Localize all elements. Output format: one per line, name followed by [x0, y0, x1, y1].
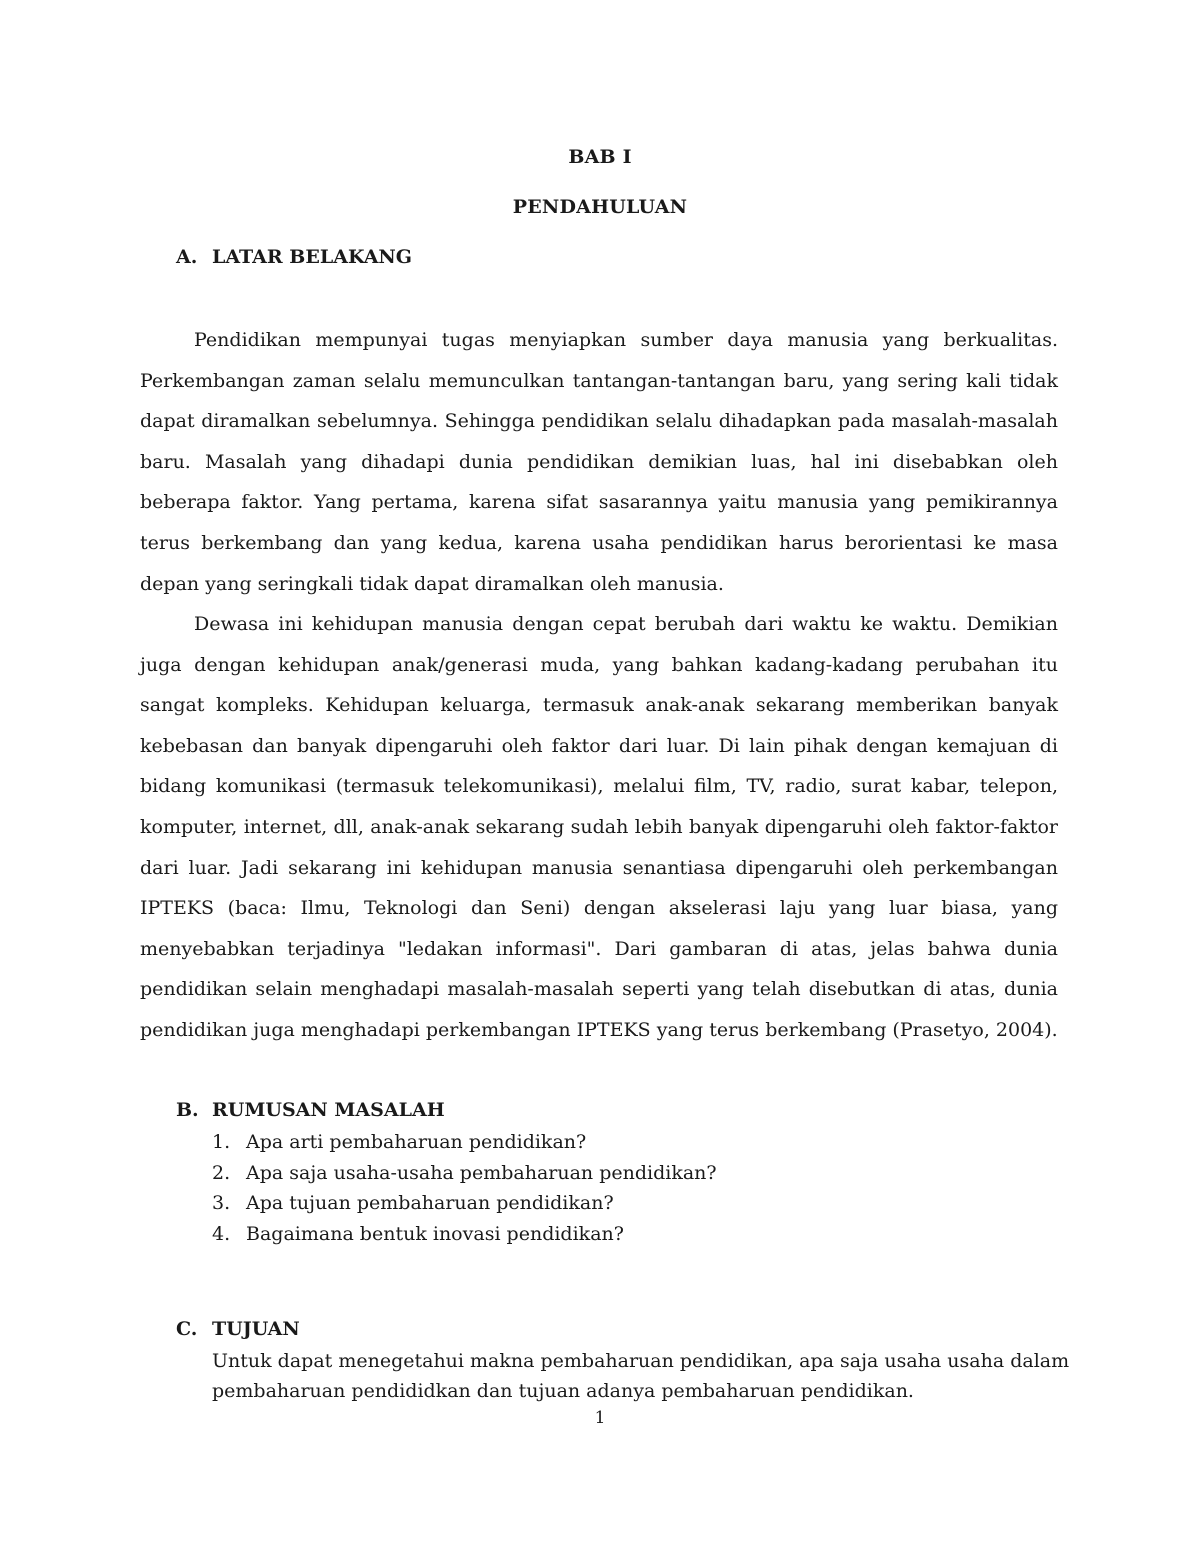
section-c-heading [176, 1318, 300, 1340]
list-item-text: Bagaimana bentuk inovasi pendidikan? [246, 1222, 624, 1245]
background-paragraph-1: Pendidikan mempunyai tugas menyiapkan sumber daya manusia yang berkualitas. Perkembangan zaman selalu memunculkan tantangan-tantangan baru, yang sering kali tidak dapat diramalkan sebelumnya. Sehingga pendidikan selalu dihadapkan pada masalah-masalah baru. Masalah yang dihadapi dunia pendidikan demikian luas, hal ini disebabkan oleh beberapa faktor. Yang pertama, karena sifat sasarannya yaitu manusia yang pemikirannya terus berkembang dan yang kedua, karena usaha pendidikan harus berorientasi ke masa depan yang seringkali tidak dapat diramalkan oleh manusia. [140, 329, 1058, 595]
list-item-number: 2. [212, 1161, 231, 1184]
problem-list [212, 1127, 717, 1249]
list-item [212, 1188, 717, 1219]
list-item-number: 1. [212, 1131, 231, 1153]
page-number: 1 [594, 1408, 606, 1428]
list-item-text: Apa tujuan pembaharuan pendidikan? [246, 1192, 614, 1214]
list-item [212, 1219, 717, 1250]
list-item [212, 1158, 717, 1189]
section-a-heading [176, 246, 412, 268]
list-item-number: 3. [212, 1192, 231, 1214]
section-b-heading [176, 1099, 445, 1121]
section-c-letter: C. [176, 1318, 198, 1340]
section-b-letter: B. [176, 1099, 199, 1121]
section-c-title: TUJUAN [212, 1318, 300, 1340]
list-item-text: Apa saja usaha-usaha pembaharuan pendidikan? [246, 1161, 717, 1184]
list-item-number: 4. [212, 1222, 231, 1245]
chapter-title: PENDAHULUAN [512, 196, 688, 218]
list-item-text: Apa arti pembaharuan pendidikan? [246, 1131, 587, 1153]
section-a-letter: A. [176, 246, 198, 268]
chapter-label: BAB I [568, 146, 632, 168]
section-b-title: RUMUSAN MASALAH [212, 1099, 445, 1121]
section-a-title: LATAR BELAKANG [212, 246, 413, 268]
background-paragraph-2: Dewasa ini kehidupan manusia dengan cepat berubah dari waktu ke waktu. Demikian juga dengan kehidupan anak/generasi muda, yang bahkan kadang-kadang perubahan itu sangat kompleks. Kehidupan keluarga, termasuk anak-anak sekarang memberikan banyak kebebasan dan banyak dipengaruhi oleh faktor dari luar. Di lain pihak dengan kemajuan di bidang komunikasi (termasuk telekomunikasi), melalui film, TV, radio, surat kabar, telepon, komputer, internet, dll, anak-anak sekarang sudah lebih banyak dipengaruhi oleh faktor-faktor dari luar. Jadi sekarang ini kehidupan manusia senantiasa dipengaruhi oleh perkembangan IPTEKS (baca: Ilmu, Teknologi dan Seni) dengan akselerasi laju yang luar biasa, yang menyebabkan terjadinya "ledakan informasi". Dari gambaran di atas, jelas bahwa dunia pendidikan selain menghadapi masalah-masalah seperti yang telah disebutkan di atas, dunia pendidikan juga menghadapi perkembangan IPTEKS yang terus berkembang (Prasetyo, 2004). [140, 613, 1058, 1041]
objective-paragraph: Untuk dapat menegetahui makna pembaharuan pendidikan, apa saja usaha usaha dalam pembaharuan pendididkan dan tujuan adanya pembaharuan pendidikan. [212, 1350, 1070, 1402]
list-item [212, 1127, 717, 1158]
